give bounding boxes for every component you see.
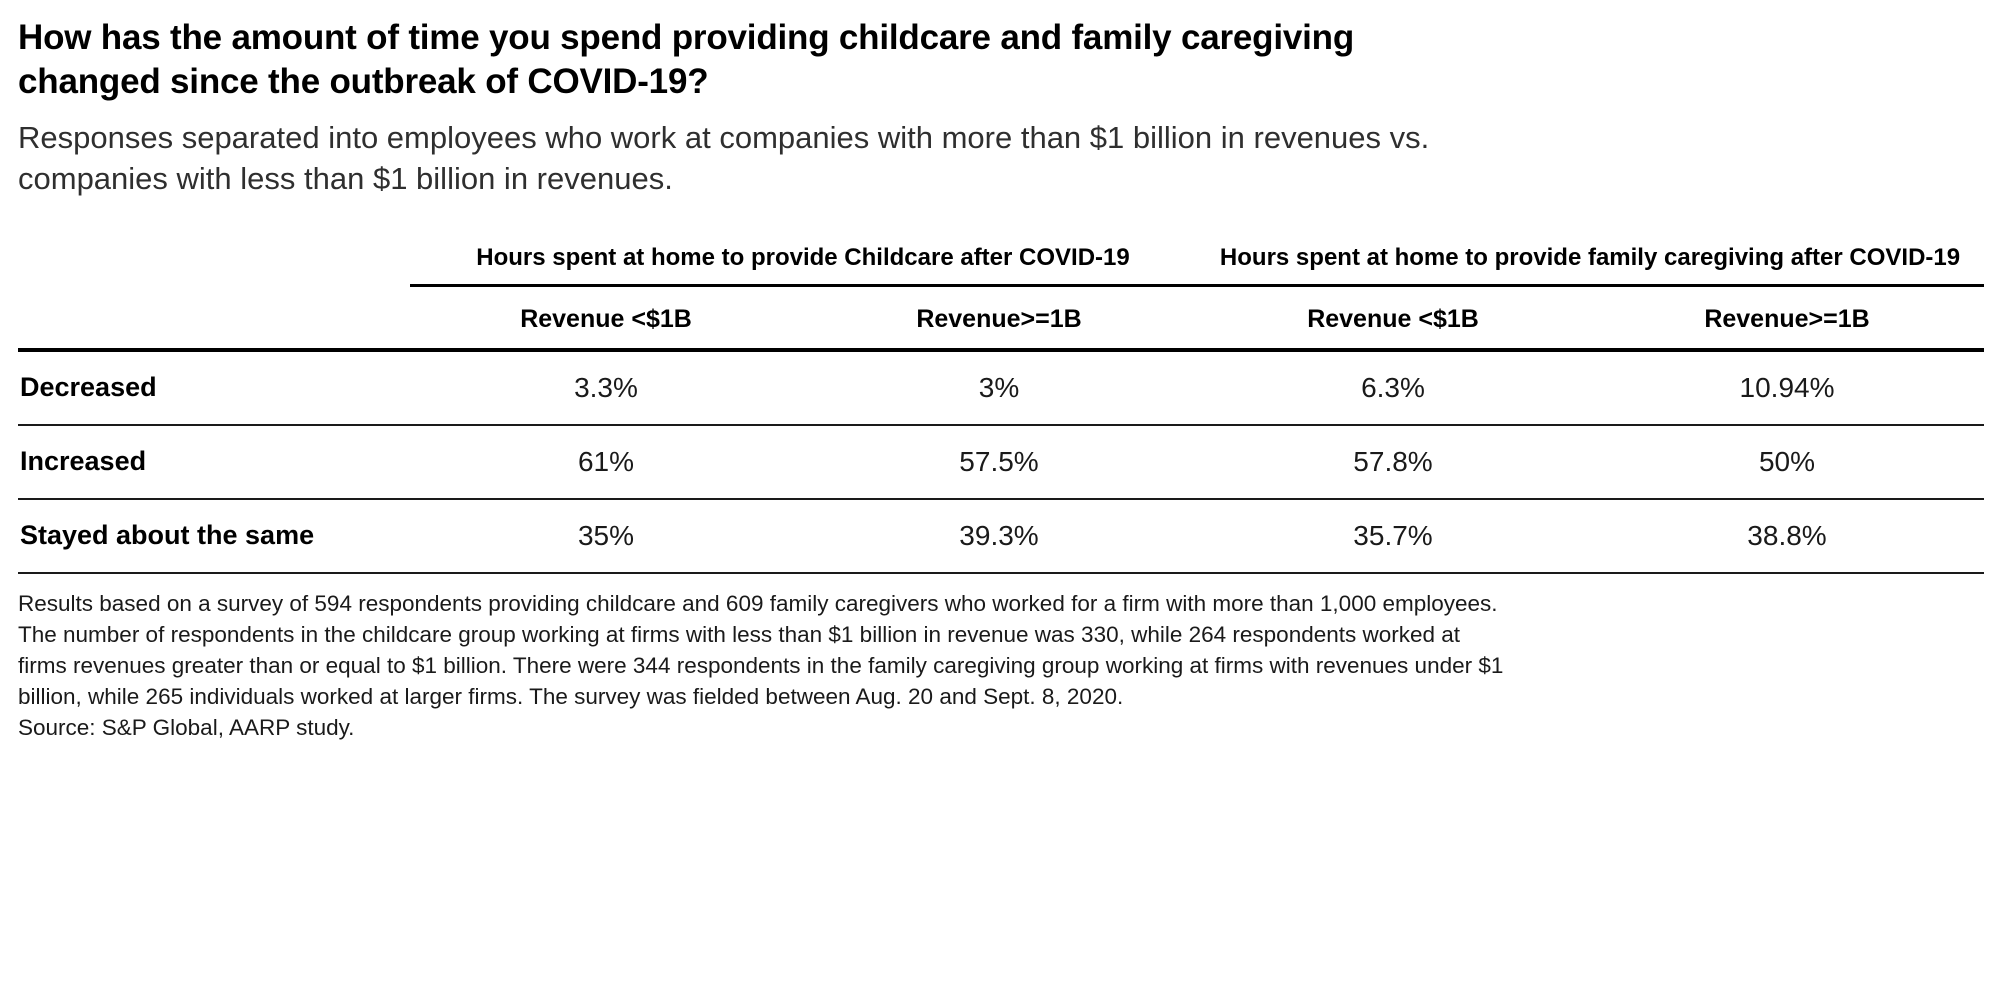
cell-same-caregiving-under-1b: 35.7% (1353, 519, 1433, 551)
cell-decreased-caregiving-under-1b: 6.3% (1361, 371, 1425, 403)
column-header-caregiving-under-1b: Revenue <$1B (1307, 304, 1479, 333)
table-body (18, 350, 1984, 573)
row-label-increased: Increased (20, 446, 147, 477)
group-header-blank (18, 240, 410, 285)
cell-same-childcare-under-1b: 35% (577, 519, 635, 551)
table-column-header-row (18, 285, 1984, 350)
cell-increased-childcare-over-1b: 57.5% (959, 445, 1039, 477)
table-group-header-row (18, 240, 1984, 285)
footnote-line-2: The number of respondents in the childcare group working at firms with less than $1 billion in revenue was 330, while 264 respondents worked at (18, 621, 1461, 647)
group-header-family-caregiving: Hours spent at home to provide family caregiving after COVID-19 (1196, 240, 1984, 285)
table-row (18, 425, 1984, 499)
cell-decreased-caregiving-over-1b: 10.94% (1739, 371, 1835, 403)
cell-decreased-childcare-under-1b: 3.3% (574, 371, 638, 403)
cell-increased-caregiving-over-1b: 50% (1758, 445, 1816, 477)
cell-decreased-childcare-over-1b: 3% (978, 371, 1020, 403)
footnote-line-3: firms revenues greater than or equal to $1 billion. There were 344 respondents in the family caregiving group working at firms with revenues under $1 (18, 652, 1504, 678)
footnote-line-4: billion, while 265 individuals worked at larger firms. The survey was fielded between Aug. 20 and Sept. 8, 2020. (18, 683, 1124, 709)
column-header-caregiving-over-1b: Revenue>=1B (1704, 304, 1870, 333)
page-subtitle: Responses separated into employees who work at companies with more than $1 billion in revenues vs. companies with less than $1 billion in revenues. (18, 120, 1430, 197)
column-header-childcare-under-1b: Revenue <$1B (520, 304, 692, 333)
footnote-line-1: Results based on a survey of 594 respondents providing childcare and 609 family caregivers who worked for a firm with more than 1,000 employees. (18, 590, 1498, 616)
page-title: How has the amount of time you spend providing childcare and family caregiving changed since the outbreak of COVID-19? (18, 18, 1355, 102)
table-row (18, 499, 1984, 573)
row-label-stayed-about-the-same: Stayed about the same (20, 520, 315, 551)
table-row (18, 350, 1984, 425)
footnote (18, 588, 1993, 743)
cell-same-childcare-over-1b: 39.3% (959, 519, 1039, 551)
cell-increased-caregiving-under-1b: 57.8% (1353, 445, 1433, 477)
cell-same-caregiving-over-1b: 38.8% (1747, 519, 1827, 551)
column-header-childcare-over-1b: Revenue>=1B (916, 304, 1082, 333)
cell-increased-childcare-under-1b: 61% (577, 445, 635, 477)
source-note: Source: S&P Global, AARP study. (18, 714, 355, 740)
data-table (18, 240, 1984, 574)
column-header-blank (18, 285, 410, 350)
row-label-decreased: Decreased (20, 372, 157, 403)
group-header-childcare: Hours spent at home to provide Childcare after COVID-19 (410, 240, 1196, 285)
